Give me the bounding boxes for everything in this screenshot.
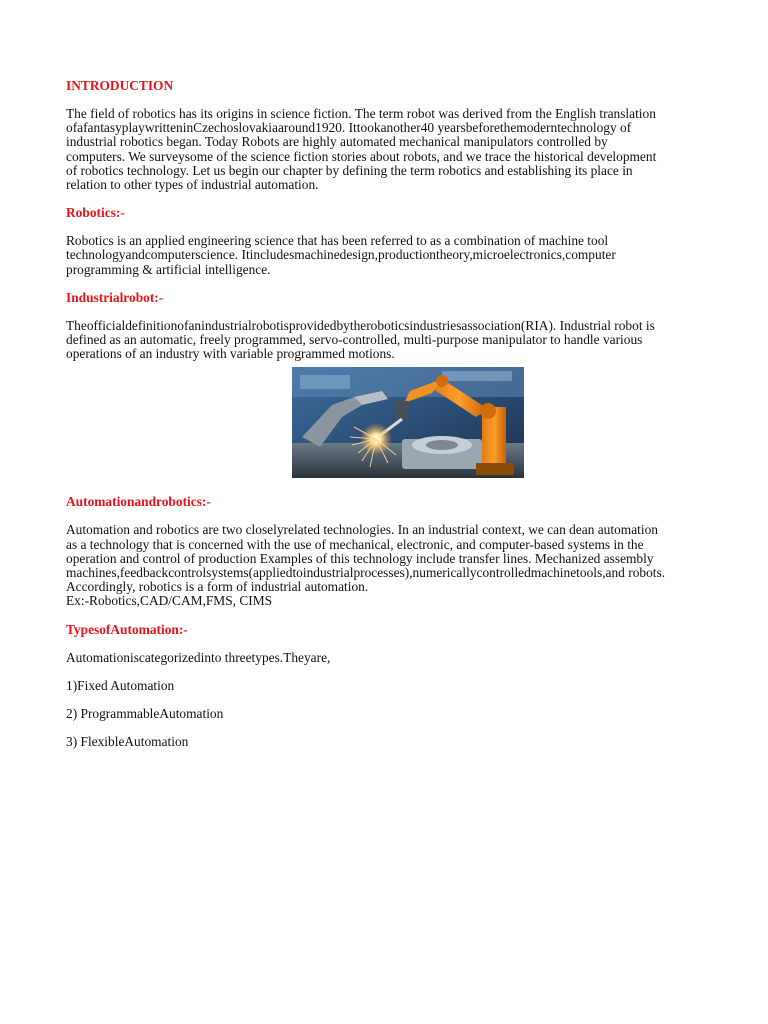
paragraph-industrial-robot xyxy=(66,319,742,362)
list-item-fixed-automation: 1)Fixed Automation xyxy=(66,677,175,693)
text-line: programming & artificial intelligence. xyxy=(66,261,271,277)
text-line: operation and control of production Examples of this technology include transfer lines. Mechanized assembly xyxy=(66,550,654,566)
paragraph-robotics xyxy=(66,234,742,277)
text-line: technologyandcomputerscience. Itincludesmachinedesign,productiontheory,microelectronics,computer xyxy=(66,247,616,263)
text-line: Theofficialdefinitionofanindustrialrobotisprovidedbytheroboticsindustriesassociation(RIA). Industrial robot is xyxy=(66,317,655,333)
list-item-programmable-automation: 2) ProgrammableAutomation xyxy=(66,706,224,722)
industrial-robot-welding-photo xyxy=(292,367,524,478)
text-line: Automationiscategorizedinto threetypes.Theyare, xyxy=(66,649,331,665)
text-line: industrial robotics began. Today Robots are highly automated mechanical manipulators controlled by xyxy=(66,134,608,150)
text-line: as a technology that is concerned with the use of mechanical, electronic, and computer-based systems in the xyxy=(66,536,644,552)
text-line: Accordingly, robotics is a form of industrial automation. xyxy=(66,579,369,595)
text-line: Automation and robotics are two closelyrelated technologies. In an industrial context, we can dean automation xyxy=(66,522,658,538)
paragraph-automation-and-robotics xyxy=(66,523,742,608)
text-line: of robotics technology. Let us begin our chapter by defining the term robotics and establishing its place in xyxy=(66,162,633,178)
heading-introduction: INTRODUCTION xyxy=(66,78,174,93)
text-line: machines,feedbackcontrolsystems(appliedtoindustrialprocesses),numericallycontrolledmachinetools,and robots. xyxy=(66,565,666,581)
heading-industrial-robot: Industrialrobot:- xyxy=(66,289,164,305)
text-line: The field of robotics has its origins in science fiction. The term robot was derived from the English translation xyxy=(66,106,656,121)
heading-automation-and-robotics: Automationandrobotics:- xyxy=(66,494,211,510)
text-line: Ex:-Robotics,CAD/CAM,FMS, CIMS xyxy=(66,593,273,609)
text-line: ofafantasyplaywritteninCzechoslovakiaaround1920. Ittookanother40 yearsbeforethemoderntechnology of xyxy=(66,120,632,136)
document-page xyxy=(66,79,742,749)
list-item-flexible-automation: 3) FlexibleAutomation xyxy=(66,734,189,750)
text-line: computers. We surveysome of the science fiction stories about robots, and we trace the historical development xyxy=(66,148,657,164)
heading-types-of-automation: TypesofAutomation:- xyxy=(66,621,188,637)
paragraph-introduction xyxy=(66,107,742,192)
text-line: defined as an automatic, freely programmed, servo-controlled, multi-purpose manipulator to handle various xyxy=(66,332,643,348)
heading-robotics: Robotics:- xyxy=(66,205,125,221)
text-line: Robotics is an applied engineering science that has been referred to as a combination of machine tool xyxy=(66,233,609,249)
text-line: operations of an industry with variable programmed motions. xyxy=(66,346,395,362)
text-line: relation to other types of industrial automation. xyxy=(66,177,319,193)
paragraph-types-intro xyxy=(66,651,742,665)
